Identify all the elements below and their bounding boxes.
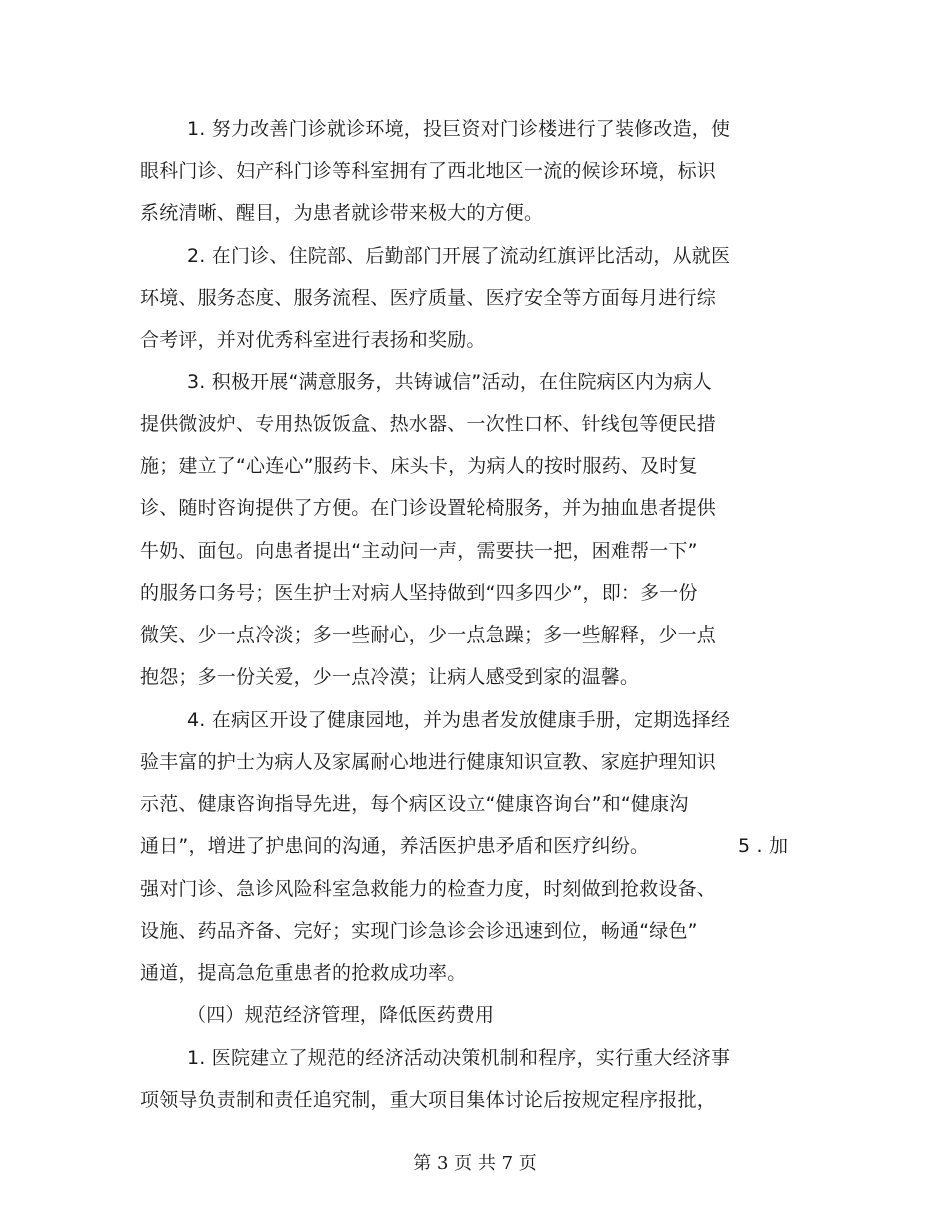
text-line: 4. 在病区开设了健康园地，并为患者发放健康手册，定期选择经 bbox=[187, 709, 731, 731]
text-line: 5 . 加 bbox=[738, 835, 789, 857]
text-line: 项领导负责制和责任追究制，重大项目集体讨论后按规定程序报批， bbox=[140, 1089, 717, 1111]
text-line: 眼科门诊、妇产科门诊等科室拥有了西北地区一流的候诊环境，标识 bbox=[140, 160, 717, 182]
text-line: 施；建立了“心连心”服药卡、床头卡，为病人的按时服药、及时复 bbox=[140, 455, 698, 477]
text-line: 设施、药品齐备、完好；实现门诊急诊会诊迅速到位，畅通“绿色” bbox=[140, 920, 698, 942]
page-number-footer: 第 3 页 共 7 页 bbox=[413, 1153, 537, 1174]
text-line: 强对门诊、急诊风险科室急救能力的检查力度，时刻做到抢救设备、 bbox=[140, 878, 717, 900]
text-line: 提供微波炉、专用热饭饭盒、热水器、一次性口杯、针线包等便民措 bbox=[140, 413, 717, 435]
text-line: 环境、服务态度、服务流程、医疗质量、医疗安全等方面每月进行综 bbox=[140, 287, 717, 309]
text-line: 通道，提高急危重患者的抢救成功率。 bbox=[140, 962, 467, 984]
text-line: 通日”，增进了护患间的沟通，养活医护患矛盾和医疗纠纷。 bbox=[140, 835, 650, 857]
text-line: 1. 努力改善门诊就诊环境，投巨资对门诊楼进行了装修改造，使 bbox=[187, 118, 731, 140]
text-line: 抱怨；多一份关爱，少一点冷漠；让病人感受到家的温馨。 bbox=[140, 666, 640, 688]
text-line: 的服务口务号；医生护士对病人坚持做到“四多四少”，即：多一份 bbox=[140, 582, 698, 604]
text-line: 示范、健康咨询指导先进，每个病区设立“健康咨询台”和“健康沟 bbox=[140, 793, 689, 815]
text-line: 2. 在门诊、住院部、后勤部门开展了流动红旗评比活动，从就医 bbox=[187, 245, 731, 267]
section-heading: （四）规范经济管理，降低医药费用 bbox=[187, 1004, 495, 1026]
text-line: 验丰富的护士为病人及家属耐心地进行健康知识宣教、家庭护理知识 bbox=[140, 751, 717, 773]
text-line: 1. 医院建立了规范的经济活动决策机制和程序，实行重大经济事 bbox=[187, 1047, 731, 1069]
text-line: 微笑、少一点冷淡；多一些耐心，少一点急躁；多一些解释，少一点 bbox=[140, 624, 717, 646]
text-line: 合考评，并对优秀科室进行表扬和奖励。 bbox=[140, 329, 486, 351]
text-line: 系统清晰、醒目，为患者就诊带来极大的方便。 bbox=[140, 202, 544, 224]
text-line: 3. 积极开展“满意服务，共铸诚信”活动，在住院病区内为病人 bbox=[187, 371, 712, 393]
text-line: 牛奶、面包。向患者提出“主动问一声，需要扶一把，困难帮一下” bbox=[140, 540, 698, 562]
text-line: 诊、随时咨询提供了方便。在门诊设置轮椅服务，并为抽血患者提供 bbox=[140, 497, 717, 519]
